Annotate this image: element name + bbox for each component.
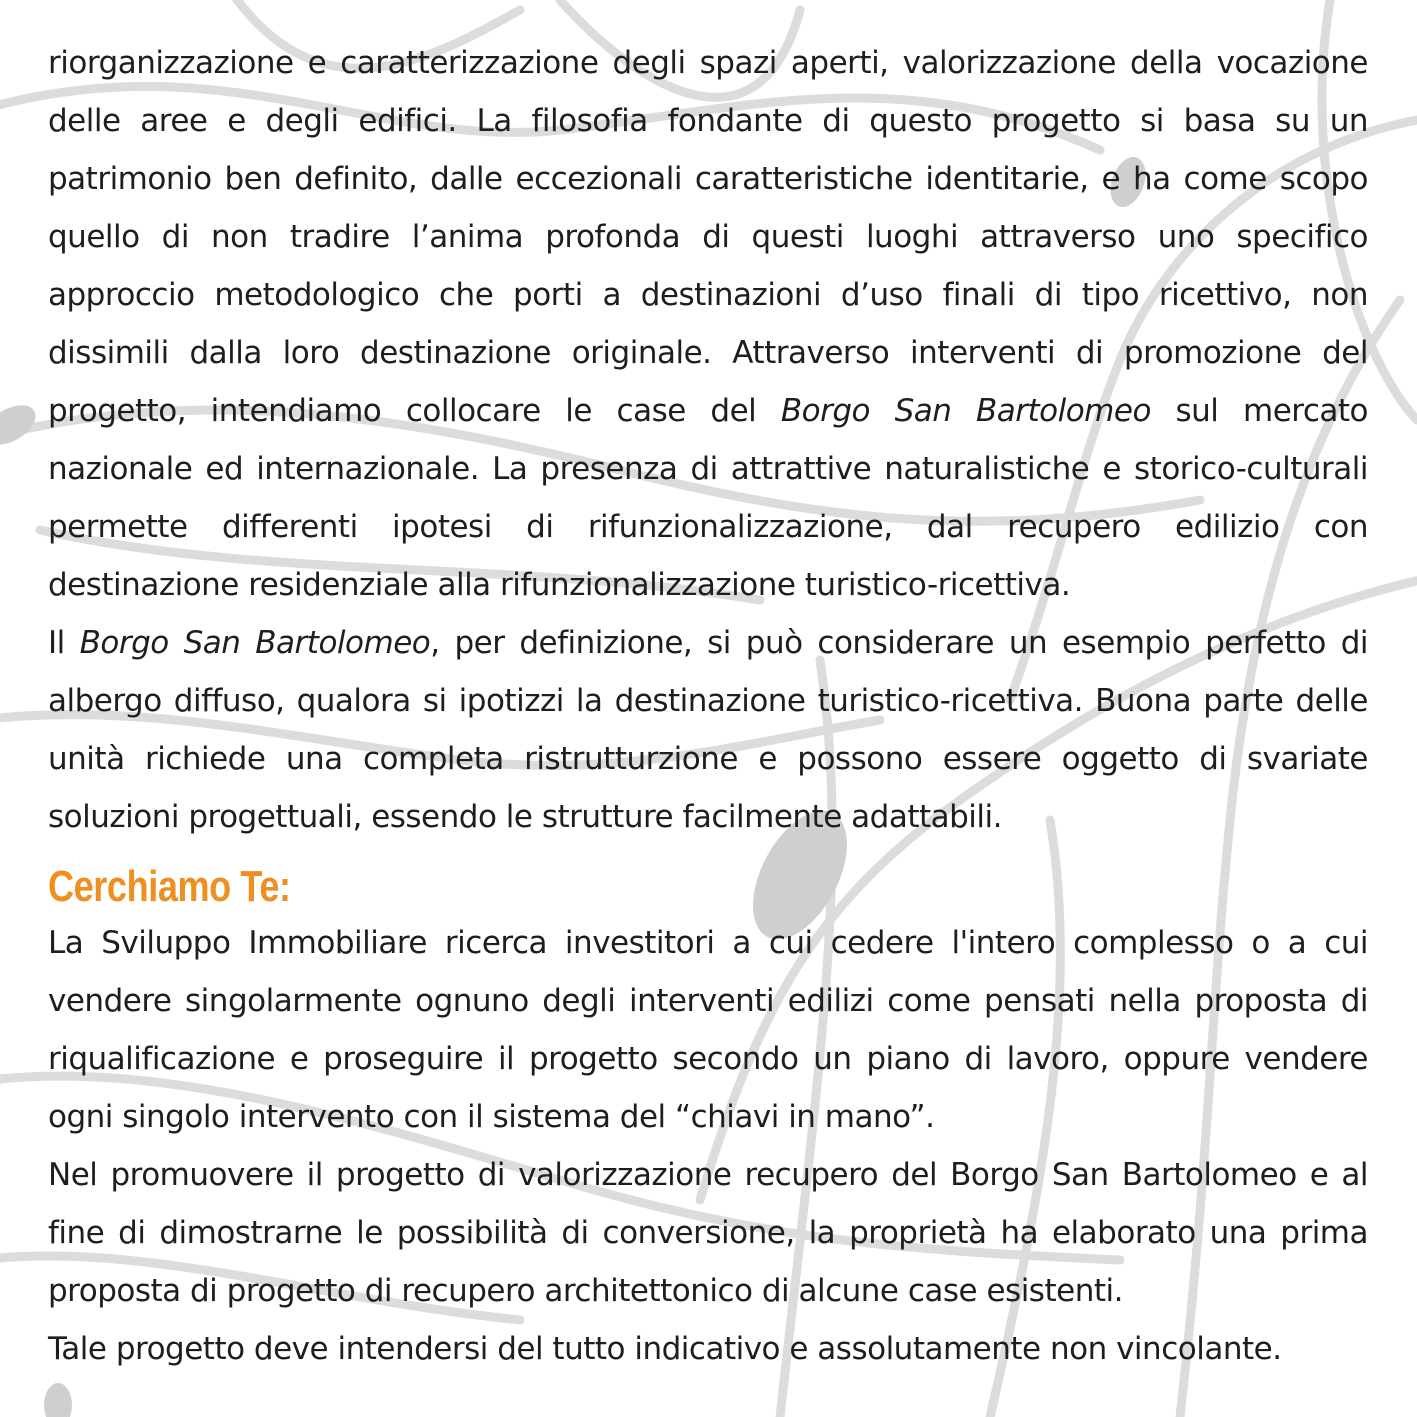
paragraph-investors: La Sviluppo Immobiliare ricerca investitori a cui cedere l'intero complesso o a cui vendere singolarmente ognuno degli interventi edilizi come pensati nella proposta di riqualificazione e proseguire il progetto secondo un piano di lavoro, oppure vendere ogni singolo intervento con il sistema del “chiavi in mano”. bbox=[48, 925, 1368, 1135]
section-heading: Cerchiamo Te: bbox=[48, 862, 291, 911]
paragraph-disclaimer: Tale progetto deve intendersi del tutto indicativo e assolutamente non vincolante. bbox=[48, 1331, 1282, 1367]
paragraph-2-text-a: Il bbox=[48, 625, 80, 661]
paragraph-1-text-b: sul mercato nazionale ed internazionale. La presenza di attrattive naturalistiche e storico-culturali permette differenti ipotesi di rifunzionalizzazione, dal recupero edilizio con destinazione residenziale alla rifunzionalizzazione turistico-ricettiva. bbox=[48, 393, 1368, 603]
paragraph-albergo-diffuso bbox=[48, 614, 1368, 846]
paragraph-2-text-b: , per definizione, si può considerare un esempio perfetto di albergo diffuso, qualora si ipotizzi la destinazione turistico-ricettiva. Buona parte delle unità richiede una completa ristrutturzione e possono essere oggetto di svariate soluzioni progettuali, essendo le strutture facilmente adattabili. bbox=[48, 625, 1369, 835]
borgo-name-emphasis-2: Borgo San Bartolomeo bbox=[79, 625, 431, 661]
paragraph-1-text-a: riorganizzazione e caratterizzazione degli spazi aperti, valorizzazione della vocazione delle aree e degli edifici. La filosofia fondante di questo progetto si basa su un patrimonio ben definito, dalle eccezionali caratteristiche identitarie, e ha come scopo quello di non tradire l’anima profonda di questi luoghi attraverso uno specifico approccio metodologico che porti a destinazioni d’uso finali di tipo ricettivo, non dissimili dalla loro destinazione originale. Attraverso interventi di promozione del progetto, intendiamo collocare le case del bbox=[48, 45, 1368, 429]
borgo-name-emphasis: Borgo San Bartolomeo bbox=[780, 393, 1151, 429]
paragraph-promotion: Nel promuovere il progetto di valorizzazione recupero del Borgo San Bartolomeo e al fine di dimostrarne le possibilità di conversione, la proprietà ha elaborato una prima proposta di progetto di recupero architettonico di alcune case esistenti. bbox=[48, 1157, 1368, 1309]
paragraph-project-description bbox=[48, 34, 1368, 614]
document-body bbox=[48, 34, 1368, 1378]
